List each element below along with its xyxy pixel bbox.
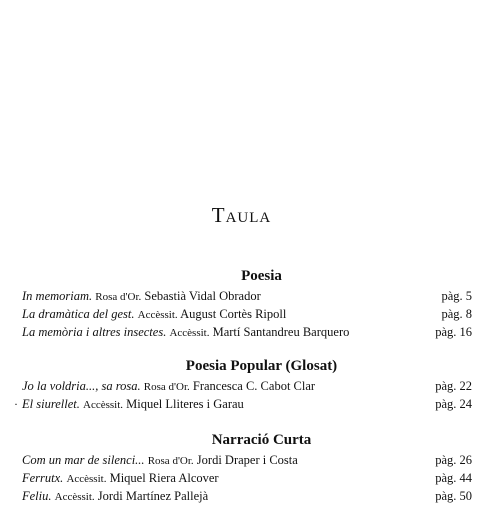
page-reference: pàg. 16	[435, 325, 472, 339]
section-heading: Poesia	[241, 268, 282, 284]
page-title: Taula	[211, 203, 272, 227]
award-label: Accèssit.	[54, 491, 95, 503]
section-poesia-popular	[0, 355, 483, 413]
award-label: Rosa d'Or.	[95, 291, 142, 303]
work-title: In memoriam.	[22, 289, 93, 303]
toc-entry	[0, 487, 483, 505]
section-heading: Poesia Popular (Glosat)	[185, 358, 338, 374]
author-name: Martí Santandreu Barquero	[212, 325, 350, 339]
author-name: Miquel Riera Alcover	[109, 471, 219, 485]
toc-entry	[0, 305, 483, 323]
award-label: Rosa d'Or.	[143, 381, 190, 393]
toc-entry	[0, 469, 483, 487]
page-reference: pàg. 44	[435, 471, 472, 485]
work-title: Jo la voldria..., sa rosa.	[22, 379, 141, 393]
toc-entry	[0, 395, 483, 413]
award-label: Accèssit.	[169, 327, 210, 339]
work-title: La dramàtica del gest.	[22, 307, 135, 321]
author-name: Miquel Lliteres i Garau	[126, 397, 244, 411]
award-label: Accèssit.	[83, 399, 124, 411]
page-reference: pàg. 26	[435, 453, 472, 467]
author-name: Jordi Martínez Pallejà	[97, 489, 209, 503]
author-name: Jordi Draper i Costa	[196, 453, 298, 467]
work-title: Feliu.	[22, 489, 52, 503]
award-label: Accèssit.	[137, 309, 178, 321]
section-poesia	[0, 265, 483, 341]
work-title: El siurellet.	[22, 397, 80, 411]
toc-entry	[0, 323, 483, 341]
page-reference: pàg. 50	[435, 489, 472, 503]
author-name: August Cortès Ripoll	[180, 307, 287, 321]
author-name: Francesca C. Cabot Clar	[192, 379, 316, 393]
page-reference: pàg. 22	[435, 379, 472, 393]
toc-entry	[0, 287, 483, 305]
toc-entry	[0, 451, 483, 469]
page-reference: pàg. 24	[435, 397, 472, 411]
work-title: La memòria i altres insectes.	[22, 325, 167, 339]
section-heading: Narració Curta	[211, 432, 312, 448]
margin-mark: ·	[14, 397, 18, 411]
page-reference: pàg. 5	[441, 289, 472, 303]
page-reference: pàg. 8	[441, 307, 472, 321]
award-label: Rosa d'Or.	[147, 455, 194, 467]
toc-entry	[0, 377, 483, 395]
work-title: Com un mar de silenci...	[22, 453, 145, 467]
award-label: Accèssit.	[66, 473, 107, 485]
section-narracio-curta	[0, 429, 483, 505]
work-title: Ferrutx.	[22, 471, 64, 485]
author-name: Sebastià Vidal Obrador	[144, 289, 261, 303]
